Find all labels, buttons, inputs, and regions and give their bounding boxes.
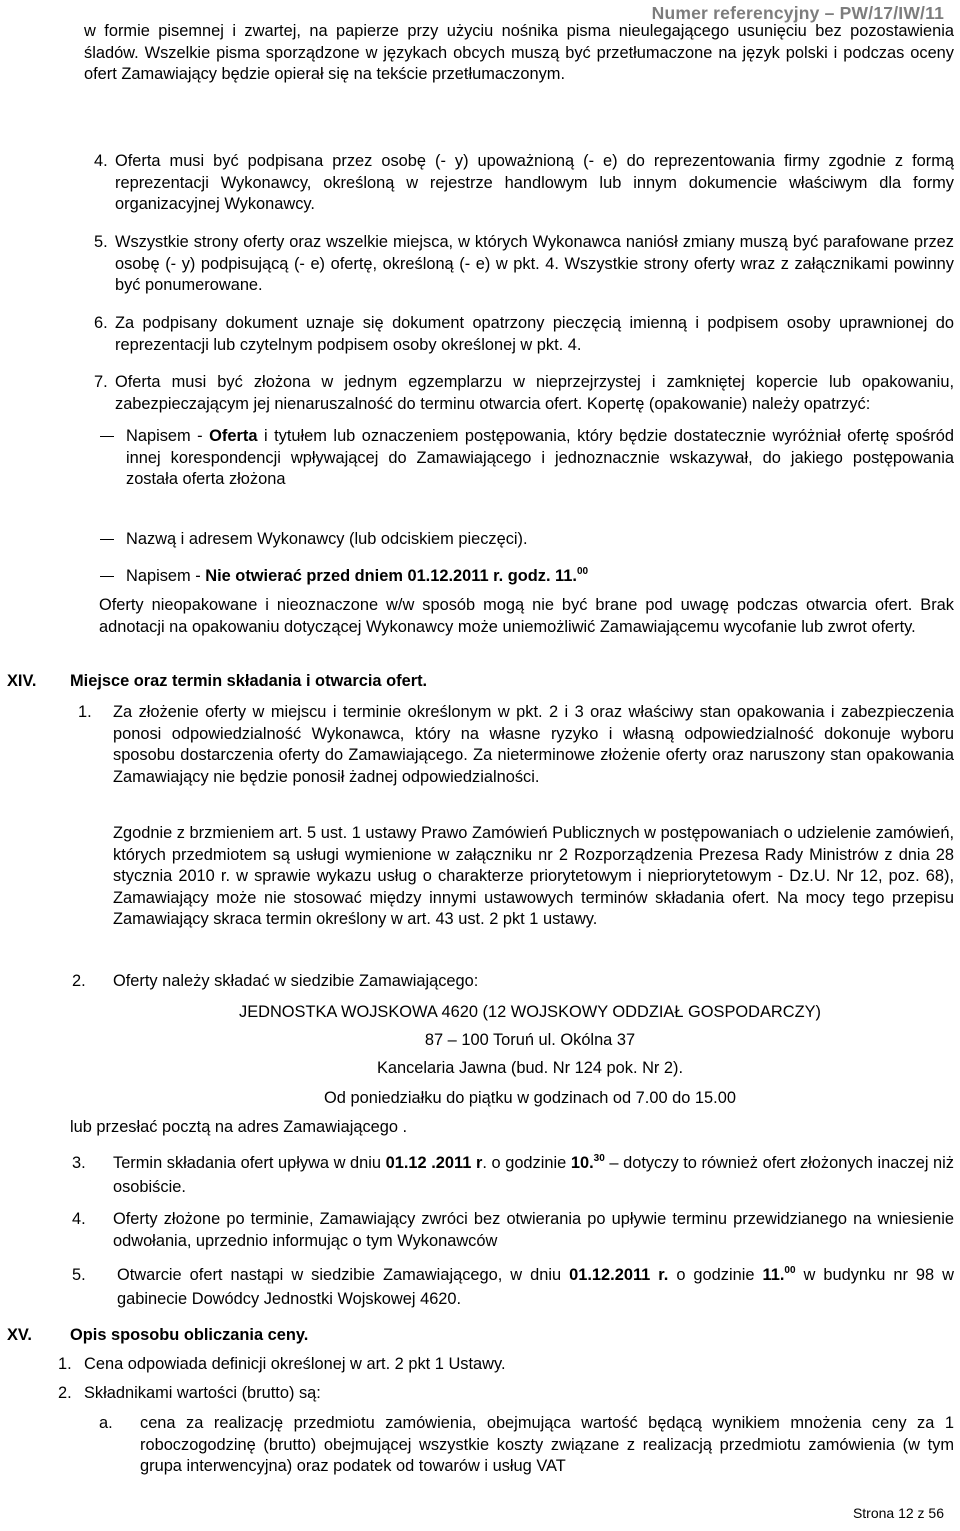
item-text: o godzinie [668,1266,763,1284]
deadline-date: 01.12 .2011 r [385,1154,483,1172]
xiv-item-3-text [113,1153,954,1198]
item-6-text: Za podpisany dokument uznaje się dokument opatrzony pieczęcią imienną i podpisem osoby uprawnionej do reprezentacji lub czytelnym podpisem osoby określonej w pkt. 4. [115,314,954,354]
item-6-number: 6. [94,314,108,332]
item-5-number: 5. [94,233,108,251]
address-line-3: Kancelaria Jawna (bud. Nr 124 pok. Nr 2). [376,1059,684,1077]
item-5-text: Wszystkie strony oferty oraz wszelkie miejsca, w których Wykonawca naniósł zmiany muszą być parafowane przez osobę (- y) podpisującą (- e) ofertę, określoną (- e) w pkt. 4. Wszystkie strony oferty wraz z załącznikami powinny być ponumerowane. [115,233,954,294]
bullet-bold: Nie otwierać przed dniem 01.12.2011 r. godz. 11. [205,567,577,585]
xiv-item-5-number: 5. [72,1266,86,1284]
xv-item-1-text: Cena odpowiada definicji określonej w art. 2 pkt 1 Ustawy. [84,1355,506,1373]
address-line-4: Od poniedziałku do piątku w godzinach od 7.00 do 15.00 [324,1089,736,1107]
section-xiv-number: XIV. [7,672,37,690]
bullet-oferta [126,426,954,491]
xiv-item-3-number: 3. [72,1154,86,1172]
xiv-item-1-text: Za złożenie oferty w miejscu i terminie określonym w pkt. 2 i 3 oraz właściwy stan opakowania i zabezpieczenia ponosi odpowiedzialność Wykonawca, który na własne ryzyko i własną odpowiedzialność dokonuje wyboru sposobu dostarczenia oferty do Zamawiającego. Za nieterminowe złożenie oferty oraz naruszony stan opakowania Zamawiający nie będzie ponosił żadnej odpowiedzialności. [113,703,954,786]
dash-bullet [100,436,114,437]
xv-item-2-text: Składnikami wartości (brutto) są: [84,1384,321,1402]
time-superscript: 30 [593,1153,605,1164]
address-line-1: JEDNOSTKA WOJSKOWA 4620 (12 WOJSKOWY ODDZIAŁ GOSPODARCZY) [239,1003,821,1021]
bullet-wykonawca: Nazwą i adresem Wykonawcy (lub odciskiem pieczęci). [126,530,528,548]
bullet-nie-otwierac [126,566,588,590]
item-text: Termin składania ofert upływa w dniu [113,1154,386,1172]
section-xiv-title: Miejsce oraz termin składania i otwarcia ofert. [70,672,428,690]
opening-date: 01.12.2011 r. [569,1266,669,1284]
item-text: – dotyczy to również ofert złożonych inaczej niż osobiście. [113,1154,955,1196]
xv-item-a-letter: a. [99,1414,113,1432]
address-line-2: 87 – 100 Toruń ul. Okólna 37 [424,1031,636,1049]
post-note: lub przesłać pocztą na adres Zamawiającego . [70,1118,408,1136]
item-text: Otwarcie ofert nastąpi w siedzibie Zamawiającego, w dniu [117,1266,570,1284]
unpacked-note: Oferty nieopakowane i nieoznaczone w/w sposób mogą nie być brane pod uwagę podczas otwarcia ofert. Brak adnotacji na opakowaniu dotyczącej Wykonawcy może uniemożliwić Zamawiającemu wycofanie lub zwrot oferty. [99,596,954,636]
time-superscript: 00 [576,566,589,577]
item-4-number: 4. [94,152,108,170]
bullet-bold: Oferta [209,427,258,445]
xiv-item-5-text [117,1265,954,1310]
dash-bullet [100,576,114,577]
xv-item-a-text: cena za realizację przedmiotu zamówienia, obejmująca wartość będącą wynikiem mnożenia ceny za 1 roboczogodzinę (brutto) obejmującej wszystkie koszty związane z realizacją przedmiotu zamówienia (w tym grupa interwencyjna) oraz podatek od towarów i usług VAT [140,1414,954,1475]
opening-hour: 11. [762,1266,785,1284]
page-number: Strona 12 z 56 [852,1505,944,1521]
xiv-item-2-text: Oferty należy składać w siedzibie Zamawiającego: [113,972,479,990]
time-superscript: 00 [784,1265,796,1276]
xiv-item-4-text: Oferty złożone po terminie, Zamawiający zwróci bez otwierania po upływie terminu przewidzianego na wniesienie odwołania, uprzednio informując o tym Wykonawców [113,1210,954,1250]
item-7-text: Oferta musi być złożona w jednym egzemplarzu w nieprzejrzystej i zamkniętej kopercie lub opakowaniu, zabezpieczającym jej nienaruszalność do terminu otwarcia ofert. Kopertę (opakowanie) należy opatrzyć: [115,373,954,413]
intro-paragraph: w formie pisemnej i zwartej, na papierze przy użyciu nośnika pisma nieulegającego usunięciu bez pozostawienia śladów. Wszelkie pisma sporządzone w językach obcych muszą być przetłumaczone na język polski i podczas oceny ofert Zamawiający będzie opierał się na tekście przetłumaczonym. [84,22,954,83]
bullet-text: Napisem - [126,567,206,585]
deadline-hour: 10. [570,1154,594,1172]
xv-item-1-number: 1. [58,1355,72,1373]
xiv-item-4-number: 4. [72,1210,86,1228]
item-4-text: Oferta musi być podpisana przez osobę (- y) upoważnioną (- e) do reprezentowania firmy zgodnie z formą reprezentacji Wykonawcy, określoną w rejestrze handlowym lub innym dokumencie właściwym dla formy organizacyjnej Wykonawcy. [115,152,954,213]
xiv-item-1-number: 1. [78,703,92,721]
item-7-number: 7. [94,373,108,391]
document-reference-header: Numer referencyjny – PW/17/IW/11 [651,3,944,23]
xiv-item-2-number: 2. [72,972,86,990]
item-text: . o godzinie [482,1154,571,1172]
section-xv-number: XV. [7,1326,32,1344]
dash-bullet [100,539,114,540]
bullet-text: i tytułem lub oznaczeniem postępowania, który będzie dostatecznie wyróżniał ofertę spośród innej korespondencji wpływającej do Zamawiającego i jednoznacznie wskazywał, do jakiego postępowania została oferta złożona [126,427,955,488]
xiv-item-1-text2: Zgodnie z brzmieniem art. 5 ust. 1 ustawy Prawo Zamówień Publicznych w postępowaniach o udzielenie zamówień, których przedmiotem są usługi wymienione w załączniku nr 2 Rozporządzenia Prezesa Rady Ministrów z dnia 28 stycznia 2010 r. w sprawie wykazu usług o charakterze priorytetowym i niepriorytetowym - Dz.U. Nr 12, poz. 68), Zamawiający może nie stosować między innymi ustawowych terminów składania ofert. Na mocy tego przepisu Zamawiający skraca termin określony w art. 43 ust. 2 pkt 1 ustawy. [113,824,954,928]
section-xv-title: Opis sposobu obliczania ceny. [70,1326,309,1344]
bullet-text: Napisem - [126,427,210,445]
xv-item-2-number: 2. [58,1384,72,1402]
item-text: w budynku nr 98 w gabinecie Dowódcy Jednostki Wojskowej 4620. [117,1266,954,1308]
